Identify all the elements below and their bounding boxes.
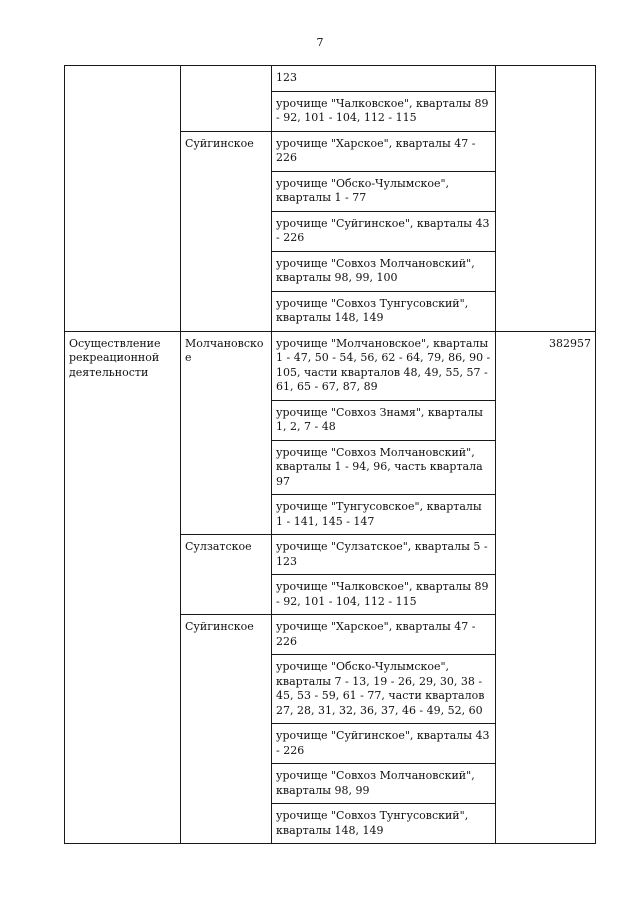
tract-cell: урочище "Совхоз Знамя", кварталы 1, 2, 7 - 48 [272,400,496,440]
table-row [65,66,596,92]
activity-cell [65,66,181,332]
tract-cell: урочище "Чалковское", кварталы 89 - 92, 101 - 104, 112 - 115 [272,91,496,131]
tract-cell: урочище "Харское", кварталы 47 - 226 [272,131,496,171]
forestry-cell: Молчановское [181,331,272,535]
forest-use-table [64,65,596,844]
tract-cell: урочище "Обско-Чулымское", кварталы 7 - 13, 19 - 26, 29, 30, 38 - 45, 53 - 59, 61 - 77, части кварталов 27, 28, 31, 32, 36, 37, 46 - 49, 52, 60 [272,655,496,724]
tract-cell: 123 [272,66,496,92]
tract-cell: урочище "Чалковское", кварталы 89 - 92, 101 - 104, 112 - 115 [272,575,496,615]
tract-cell: урочище "Тунгусовское", кварталы 1 - 141, 145 - 147 [272,495,496,535]
activity-cell: Осуществление рекреационной деятельности [65,331,181,844]
tract-cell: урочище "Совхоз Молчановский", кварталы 1 - 94, 96, часть квартала 97 [272,440,496,495]
area-cell: 382957 [496,331,596,844]
tract-cell: урочище "Молчановское", кварталы 1 - 47, 50 - 54, 56, 62 - 64, 79, 86, 90 - 105, части кварталов 48, 49, 55, 57 - 61, 65 - 67, 87, 89 [272,331,496,400]
forestry-cell: Суйгинское [181,615,272,844]
tract-cell: урочище "Совхоз Молчановский", кварталы 98, 99 [272,764,496,804]
forestry-cell: Сулзатское [181,535,272,615]
tract-cell: урочище "Обско-Чулымское", кварталы 1 - 77 [272,171,496,211]
forestry-cell: Суйгинское [181,131,272,331]
tract-cell: урочище "Суйгинское", кварталы 43 - 226 [272,724,496,764]
tract-cell: урочище "Совхоз Тунгусовский", кварталы 148, 149 [272,804,496,844]
tract-cell: урочище "Совхоз Молчановский", кварталы 98, 99, 100 [272,251,496,291]
tract-cell: урочище "Совхоз Тунгусовский", кварталы 148, 149 [272,291,496,331]
forestry-cell [181,66,272,132]
area-cell [496,66,596,332]
tract-cell: урочище "Суйгинское", кварталы 43 - 226 [272,211,496,251]
tract-cell: урочище "Харское", кварталы 47 - 226 [272,615,496,655]
table-row [65,331,596,400]
page-number: 7 [316,36,324,49]
tract-cell: урочище "Сулзатское", кварталы 5 - 123 [272,535,496,575]
